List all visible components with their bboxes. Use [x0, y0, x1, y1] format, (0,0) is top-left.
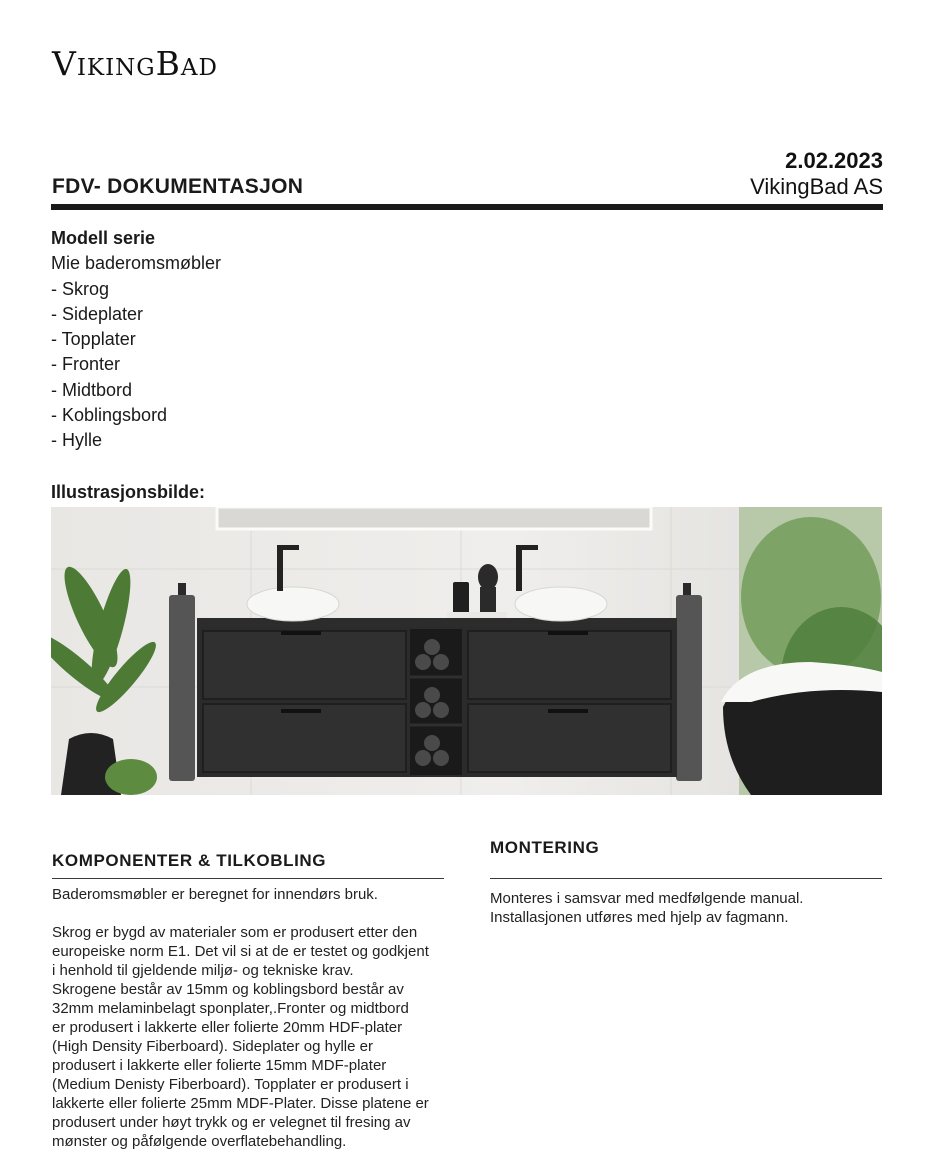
components-section [52, 885, 447, 1151]
model-item: - Koblingsbord [51, 405, 168, 426]
mounting-body: Monteres i samsvar med medfølgende manual. Installasjonen utføres med hjelp av fagmann. [490, 890, 804, 926]
model-item: - Sideplater [51, 303, 144, 324]
components-divider [52, 878, 444, 879]
plant-left [51, 561, 163, 718]
document-title: FDV- DOKUMENTASJON [52, 175, 304, 198]
model-item: - Midtbord [51, 379, 133, 400]
illustration-photo [51, 507, 882, 795]
components-intro: Baderomsmøbler er beregnet for innendørs bruk. [52, 886, 378, 903]
components-body: Skrog er bygd av materialer som er produsert etter den europeiske norm E1. Det vil si at de er testet og godkjent i henhold til gjeldende miljø- og tekniske krav. Skrogene består av 15mm og koblingsbord består av 32mm melaminbelagt sponplater,.Fronter og midtbord er produsert i lakkerte eller folierte 20mm HDF-plater (High Density Fiberboard). Sideplater og hylle er produsert i lakkerte eller folierte 15mm MDF-plater (Medium Denisty Fiberboard). Topplater er produsert i lakkerte eller folierte 25mm MDF-Plater. Disse platene er produsert under høyt trykk og er velegnet til fresing av mønster og påfølgende overflatebehandling. [52, 924, 429, 1150]
mounting-heading: MONTERING [490, 838, 600, 857]
vikingbad-logo: VikingBad [52, 44, 218, 83]
model-item: - Hylle [51, 430, 103, 451]
company-name: VikingBad AS [750, 174, 883, 199]
header-divider [51, 204, 883, 210]
document-date: 2.02.2023 [785, 148, 883, 173]
model-series-name: Mie baderomsmøbler [51, 253, 222, 274]
model-series-block [51, 226, 221, 454]
mounting-divider [490, 878, 882, 879]
model-item: - Fronter [51, 354, 121, 375]
model-item: - Skrog [51, 278, 110, 299]
model-item: - Topplater [51, 329, 136, 350]
illustration-label: Illustrasjonsbilde: [51, 482, 206, 502]
components-heading: KOMPONENTER & TILKOBLING [52, 851, 327, 870]
model-series-heading: Modell serie [51, 228, 156, 248]
